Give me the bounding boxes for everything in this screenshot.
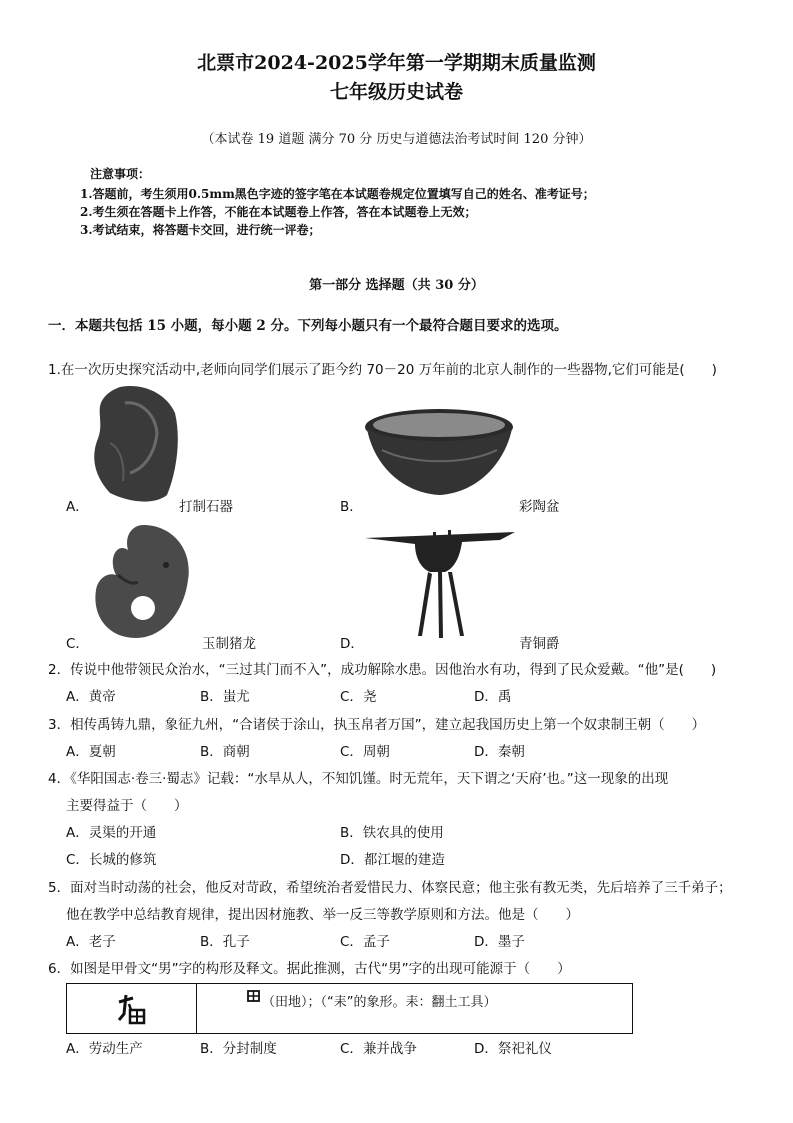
oracle-bone-character-table xyxy=(66,983,633,1034)
question-6-option-d-letter: D． xyxy=(474,1041,498,1057)
notes-item-2: 2.考生须在答题卡上作答，不能在本试题卷上作答，答在本试题卷上无效； xyxy=(80,205,477,219)
question-3-option-a-letter: A． xyxy=(66,744,89,760)
question-6-option-a-letter: A． xyxy=(66,1041,89,1057)
question-5-option-a-letter: A． xyxy=(66,934,89,950)
exam-info: （本试卷 19 道题 满分 70 分 历史与道德法治考试时间 120 分钟） xyxy=(201,132,592,147)
question-2-option-c-text: 尧 xyxy=(362,689,377,705)
question-1-option-d-text: 青铜爵 xyxy=(519,636,560,652)
question-6-option-d-text: 祭祀礼仪 xyxy=(497,1041,552,1057)
question-4-option-d-letter: D． xyxy=(340,852,364,868)
part1-title: 第一部分 选择题（共 30 分） xyxy=(309,278,484,293)
notes-item-1: 1.答题前，考生须用0.5mm黑色字迹的签字笔在本试题卷规定位置填写自己的姓名、准考证号； xyxy=(80,187,595,201)
jade-pig-dragon-image xyxy=(88,520,198,645)
exam-title-line2: 七年级历史试卷 xyxy=(329,81,463,103)
question-1-option-c-letter: C． xyxy=(66,636,89,652)
question-6-option-c-text: 兼并战争 xyxy=(362,1041,417,1057)
question-3-option-b-text: 商朝 xyxy=(222,744,250,760)
notes-heading: 注意事项： xyxy=(90,167,151,181)
question-6-table-text: （田地）；（“耒”的象形。耒：翻土工具） xyxy=(262,995,497,1010)
question-1-option-a-text: 打制石器 xyxy=(179,499,233,515)
question-4-option-a-letter: A． xyxy=(66,825,89,841)
question-2-option-d-text: 禹 xyxy=(497,689,512,705)
chipped-stone-tool-image xyxy=(85,383,185,508)
question-5-option-d-text: 墨子 xyxy=(497,934,525,950)
question-5-option-c-text: 孟子 xyxy=(362,934,390,950)
question-5-stem-line2: 他在教学中总结教育规律，提出因材施教、举一反三等教学原则和方法。他是（ ） xyxy=(66,907,579,923)
question-1-stem: 1.在一次历史探究活动中,老师向同学们展示了距今约 70－20 万年前的北京人制作的一些器物,它们可能是( ) xyxy=(48,362,717,378)
part1-instruction: 一．本题共包括 15 小题，每小题 2 分。下列每小题只有一个最符合题目要求的选项。 xyxy=(48,318,568,334)
question-5-option-b-text: 孔子 xyxy=(222,934,250,950)
question-4-option-c-text: 长城的修筑 xyxy=(88,852,157,868)
question-2-option-a-letter: A． xyxy=(66,689,89,705)
bronze-jue-vessel-image xyxy=(360,528,520,643)
question-6-option-b-letter: B． xyxy=(200,1041,223,1057)
question-6-option-a-text: 劳动生产 xyxy=(88,1041,143,1057)
table-divider xyxy=(196,984,197,1033)
question-1-option-b-text: 彩陶盆 xyxy=(519,499,560,515)
question-2-option-b-letter: B． xyxy=(200,689,223,705)
question-3-option-d-letter: D． xyxy=(474,744,498,760)
question-1-option-d-letter: D． xyxy=(340,636,364,652)
question-4-stem-line2: 主要得益于（ ） xyxy=(66,798,188,814)
question-4-option-a-text: 灵渠的开通 xyxy=(88,825,157,841)
question-4-option-b-text: 铁农具的使用 xyxy=(362,825,444,841)
question-2-option-c-letter: C． xyxy=(340,689,363,705)
question-3-option-d-text: 秦朝 xyxy=(497,744,525,760)
question-2-option-b-text: 蚩尤 xyxy=(222,689,250,705)
question-2-option-d-letter: D． xyxy=(474,689,498,705)
question-5-option-c-letter: C． xyxy=(340,934,363,950)
question-1-option-b-letter: B． xyxy=(340,499,363,515)
question-6-option-c-letter: C． xyxy=(340,1041,363,1057)
question-2-stem: 2．传说中他带领民众治水，“三过其门而不入”，成功解除水患。因他治水有功，得到了民众爱戴。“他”是( ) xyxy=(48,662,717,678)
question-4-option-c-letter: C． xyxy=(66,852,89,868)
notes-item-3: 3.考试结束，将答题卡交回，进行统一评卷； xyxy=(80,223,321,237)
exam-title-line1: 北票市2024-2025学年第一学期期末质量监测 xyxy=(197,52,596,74)
question-3-option-b-letter: B． xyxy=(200,744,223,760)
question-5-stem-line1: 5．面对当时动荡的社会，他反对苛政，希望统治者爱惜民力、体察民意；他主张有教无类，先后培养了三千弟子； xyxy=(48,880,732,896)
question-3-option-c-text: 周朝 xyxy=(362,744,390,760)
question-5-option-d-letter: D． xyxy=(474,934,498,950)
painted-pottery-basin-image xyxy=(362,405,517,500)
question-1-option-c-text: 玉制猪龙 xyxy=(202,636,256,652)
question-5-option-b-letter: B． xyxy=(200,934,223,950)
question-3-stem: 3．相传禹铸九鼎，象征九州，“合诸侯于涂山，执玉帛者万国”，建立起我国历史上第一个奴隶制王朝（ ） xyxy=(48,717,706,733)
question-5-option-a-text: 老子 xyxy=(88,934,116,950)
question-2-option-a-text: 黄帝 xyxy=(88,689,116,705)
question-3-option-a-text: 夏朝 xyxy=(88,744,116,760)
question-1-option-a-letter: A． xyxy=(66,499,89,515)
oracle-bone-tian-character-icon xyxy=(247,990,260,1002)
question-4-option-b-letter: B． xyxy=(340,825,363,841)
question-4-stem-line1: 4．《华阳国志·卷三·蜀志》记载：“水旱从人，不知饥馑。时无荒年，天下谓之‘天府’也。”这一现象的出现 xyxy=(48,771,669,787)
question-3-option-c-letter: C． xyxy=(340,744,363,760)
question-4-option-d-text: 都江堰的建造 xyxy=(363,852,445,868)
oracle-bone-nan-character-icon xyxy=(115,992,149,1026)
question-6-option-b-text: 分封制度 xyxy=(222,1041,277,1057)
question-6-stem: 6．如图是甲骨文“男”字的构形及释文。据此推测，古代“男”字的出现可能源于（ ） xyxy=(48,961,571,977)
